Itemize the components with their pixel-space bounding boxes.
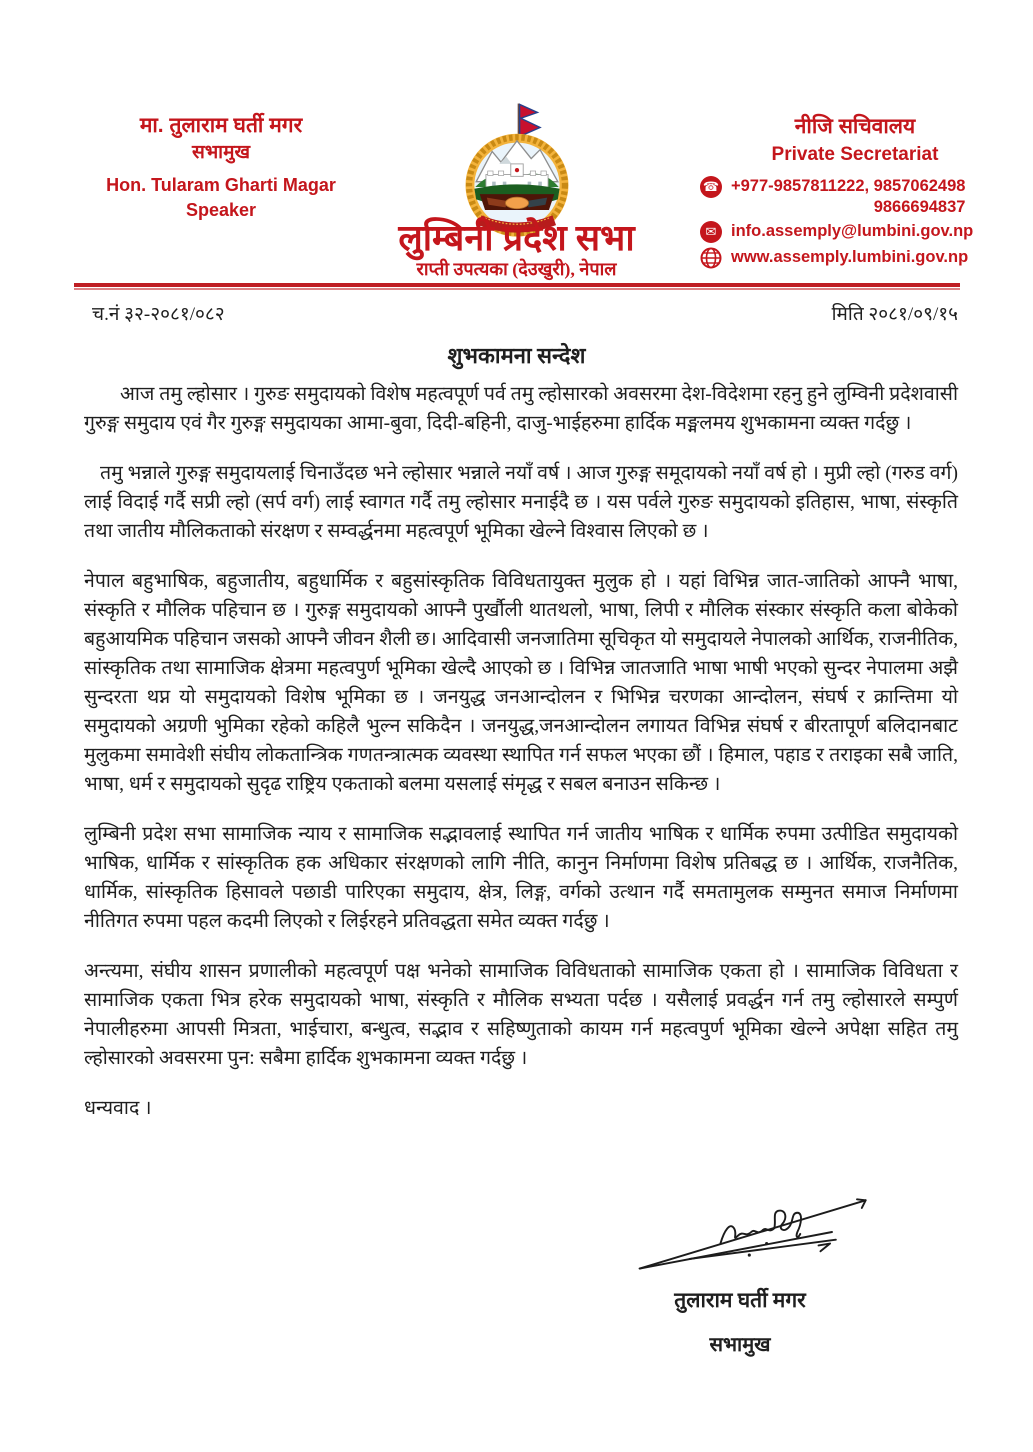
contact-list (700, 176, 1010, 269)
org-name: लुम्बिनी प्रदेश सभा (398, 218, 635, 258)
phone-line2: 9866694837 (873, 197, 966, 216)
phone-numbers (731, 176, 965, 217)
signer-title: सभामुख (709, 1334, 771, 1356)
speaker-name-en: Hon. Tularam Gharti Magar (106, 174, 336, 195)
subject-title: शुभकामना सन्देश (447, 343, 586, 368)
phone-icon: ☎ (700, 176, 722, 198)
header-divider (74, 283, 960, 290)
secretariat-block (700, 112, 1010, 269)
secretariat-title-np: नीजि सचिवालय (794, 115, 916, 138)
paragraph-5: अन्त्यमा, संघीय शासन प्रणालीको महत्वपूर्ण पक्ष भनेको सामाजिक विविधताको सामाजिक एकता हो । सामाजिक विविधता र सामाजिक एकता भित्र हरेक समुदायको भाषा, संस्कृति र मौलिक सभ्यता पर्दछ । यसैलाई प्रवर्द्धन गर्न तमु ल्होसारले सम्पुर्ण नेपालीहरुमा आपसी मित्रता, भाईचारा, बन्धुत्व, सद्भाव र सहिष्णुताको कायम गर्न महत्वपुर्ण भूमिका खेल्ने अपेक्षा सहित तमु ल्होसारको अवसरमा पुन: सबैमा हार्दिक शुभकामना व्यक्त गर्दछु । (84, 961, 958, 1069)
handwritten-signature-icon (632, 1182, 882, 1282)
letter-body (84, 380, 958, 1144)
speaker-title-en: Speaker (185, 200, 257, 221)
letter-date: मिति २०८१/०९/१५ (831, 304, 958, 325)
phone-row (700, 176, 1010, 217)
paragraph-3: नेपाल बहुभाषिक, बहुजातीय, बहुधार्मिक र बहुसांस्कृतिक विविधतायुक्त मुलुक हो । यहां विभिन्न जात-जातिको आफ्नै भाषा, संस्कृति र मौलिक पहिचान छ । गुरुङ्ग समुदायको आफ्नै पुर्खौली थातथलो, भाषा, लिपी र मौलिक संस्कार संस्कृति कला बोकेको बहुआयमिक पहिचान जसको आफ्नै जीवन शैली छ। आदिवासी जनजातिमा सूचिकृत यो समुदायले नेपालको आर्थिक, राजनीतिक, सांस्कृतिक तथा सामाजिक क्षेत्रमा महत्वपुर्ण भूमिका खेल्दै आएको छ । विभिन्न जातजाति भाषा भाषी भएको सुन्दर नेपालमा अझै सुन्दरता थप्न यो समुदायको विशेष भूमिका छ । जनयुद्ध जनआन्दोलन र भिभिन्न चरणका आन्दोलन, संघर्ष र क्रान्तिमा यो समुदायको अग्रणी भुमिका रहेको कहिलै भुल्न सकिदैन । जनयुद्ध,जनआन्दोलन लगायत विभिन्न संघर्ष र बीरतापूर्ण बलिदानबाट मुलुकमा समावेशी संघीय लोकतान्त्रिक गणतन्त्रात्मक व्यवस्था स्थापित गर्न सफल भएका छौं । हिमाल, पहाड र तराइका सबै जाति, भाषा, धर्म र समुदायको सुदृढ राष्ट्रिय एकताको बलमा यसलाई संमृद्ध र सबल बनाउन सकिन्छ । (84, 571, 958, 795)
speaker-block (96, 112, 346, 223)
reference-number: च.नं ३२-२०८१/०८२ (92, 304, 225, 325)
globe-icon (700, 247, 722, 269)
closing-thanks: धन्यवाद । (84, 1098, 152, 1119)
email-row (700, 221, 1010, 243)
paragraph-1: आज तमु ल्होसार । गुरुङ समुदायको विशेष महत्वपूर्ण पर्व तमु ल्होसारको अवसरमा देश-विदेशमा रहनु हुने लुम्विनी प्रदेशवासी गुरुङ्ग समुदाय एवं गैर गुरुङ्ग समुदायका आमा-बुवा, दिदी-बहिनी, दाजु-भाईहरुमा हार्दिक मङ्मलमय शुभकामना व्यक्त गर्दछु । (84, 384, 959, 434)
secretariat-title-en: Private Secretariat (771, 144, 939, 165)
email-address: info.assemply@lumbini.gov.np (731, 222, 974, 241)
website-row (700, 247, 1010, 269)
envelope-icon: ✉ (700, 221, 722, 243)
speaker-name-np: मा. तुलाराम घर्ती मगर (139, 114, 303, 137)
website-address: www.assemply.lumbini.gov.np (731, 248, 969, 267)
org-address: राप्ती उपत्यका (देउखुरी), नेपाल (416, 259, 617, 279)
speaker-title-np: सभामुख (191, 142, 251, 164)
ref-row (92, 300, 958, 326)
signer-name: तुलाराम घर्ती मगर (674, 1288, 806, 1312)
paragraph-4: लुम्बिनी प्रदेश सभा सामाजिक न्याय र सामाजिक सद्भावलाई स्थापित गर्न जातीय भाषिक र धार्मिक रुपमा उत्पीडित समुदायको भाषिक, धार्मिक र सांस्कृतिक हक अधिकार संरक्षणको लागि नीति, कानुन निर्माणमा विशेष प्रतिबद्ध छ । आर्थिक, राजनैतिक, धार्मिक, सांस्कृतिक हिसावले पछाडी पारिएका समुदाय, क्षेत्र, लिङ्ग, वर्गको उत्थान गर्दै समतामुलक सम्मुनत समाज निर्माणमा नीतिगत रुपमा पहल कदमी लिएको र लिईरहने प्रतिवद्धता समेत व्यक्त गर्दछु । (84, 824, 958, 932)
phone-line1: +977-9857811222, 9857062498 (731, 177, 966, 195)
paragraph-2: तमु भन्नाले गुरुङ्ग समुदायलाई चिनाउँदछ भने ल्होसार भन्नाले नयाँ वर्ष । आज गुरुङ्ग समूदायको नयाँ वर्ष हो । मुप्री ल्हो (गरुड वर्ग) लाई विदाई गर्दै सप्री ल्हो (सर्प वर्ग) लाई स्वागत गर्दै तमु ल्होसार मनाईदै छ । यस पर्वले गुरुङ समुदायको इतिहास, भाषा, संस्कृति तथा जातीय मौलिकताको संरक्षण र सम्वर्द्धनमा महत्वपूर्ण भूमिका खेल्ने विश्वास लिएको छ । (84, 463, 958, 542)
